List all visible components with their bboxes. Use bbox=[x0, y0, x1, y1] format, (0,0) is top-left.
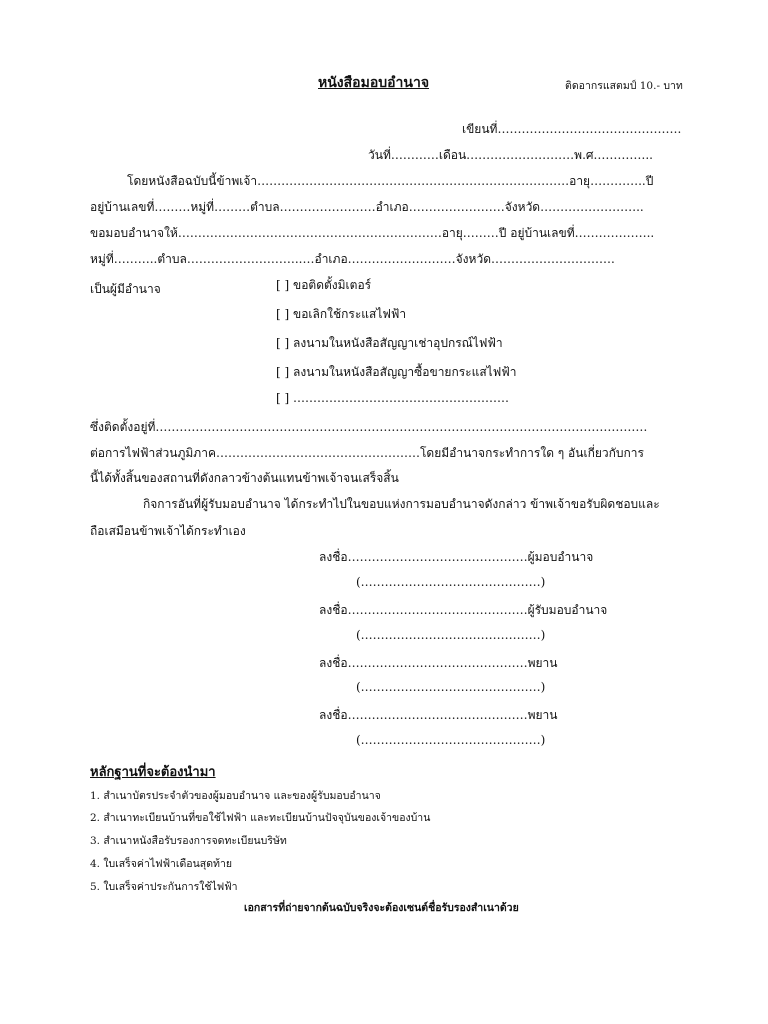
pea-office-line: ต่อการไฟฟ้าส่วนภูมิภาค……………………………………………โดยมีอำนาจกระทำการใด ๆ อันเกี่ยวกับการ bbox=[90, 446, 644, 460]
evidence-item: 2. สำเนาทะเบียนบ้านที่ขอใช้ไฟฟ้า และทะเบียนบ้านปัจจุบันของเจ้าของบ้าน bbox=[90, 812, 431, 824]
responsibility-line-continued: ถือเสมือนข้าพเจ้าได้กระทำเอง bbox=[90, 524, 246, 538]
signature-witness-2: ลงชื่อ………………………………………พยาน bbox=[319, 708, 558, 722]
signature-grantee-name: (………………………………………) bbox=[356, 628, 546, 642]
evidence-item: 1. สำเนาบัตรประจำตัวของผู้มอบอำนาจ และของผู้รับมอบอำนาจ bbox=[90, 790, 381, 802]
signature-grantor: ลงชื่อ………………………………………ผู้มอบอำนาจ bbox=[319, 550, 594, 564]
evidence-item: 4. ใบเสร็จค่าไฟฟ้าเดือนสุดท้าย bbox=[90, 858, 232, 870]
authority-label: เป็นผู้มีอำนาจ bbox=[90, 282, 161, 296]
grantor-address-line: อยู่บ้านเลขที่………หมู่ที่………ตำบล……………………อำเภอ……………………จังหวัด…………………….. bbox=[90, 200, 644, 214]
option-cancel-electricity: [ ] ขอเลิกใช้กระแสไฟฟ้า bbox=[276, 307, 407, 321]
signature-witness-2-name: (………………………………………) bbox=[356, 733, 546, 747]
option-sign-equipment-lease: [ ] ลงนามในหนังสือสัญญาเช่าอุปกรณ์ไฟฟ้า bbox=[276, 336, 503, 350]
evidence-item: 3. สำเนาหนังสือรับรองการจดทะเบียนบริษัท bbox=[90, 835, 287, 847]
responsibility-line: กิจการอันที่ผู้รับมอบอำนาจ ได้กระทำไปในขอบแห่งการมอบอำนาจดังกล่าว ข้าพเจ้าขอรับผิดชอบและ bbox=[143, 497, 660, 511]
option-other: [ ] ……………………………………………… bbox=[276, 391, 509, 405]
document-title: หนังสือมอบอำนาจ bbox=[318, 75, 430, 91]
date-line: วันที่…………เดือน………………………พ.ศ.………….. bbox=[368, 148, 653, 162]
grantor-name-line: โดยหนังสือฉบับนี้ข้าพเจ้า……………………………………………………………………อายุ…………..ปี bbox=[127, 174, 654, 188]
certified-copy-note: เอกสารที่ถ่ายจากต้นฉบับจริงจะต้องเซนต์ชื่อรับรองสำเนาด้วย bbox=[244, 902, 519, 914]
option-sign-power-purchase: [ ] ลงนามในหนังสือสัญญาซื้อขายกระแสไฟฟ้า bbox=[276, 365, 517, 379]
signature-witness-1-name: (………………………………………) bbox=[356, 680, 546, 694]
signature-grantor-name: (………………………………………) bbox=[356, 575, 546, 589]
install-location-line: ซึ่งติดตั้งอยู่ที่…………………………………………………………………………………………………………… bbox=[90, 420, 648, 434]
stamp-duty-note: ติดอากรแสตมป์ 10.- บาท bbox=[565, 80, 683, 92]
place-written-line: เขียนที่………………………………………. bbox=[462, 122, 682, 136]
signature-grantee: ลงชื่อ………………………………………ผู้รับมอบอำนาจ bbox=[319, 603, 608, 617]
evidence-item: 5. ใบเสร็จค่าประกันการใช้ไฟฟ้า bbox=[90, 881, 238, 893]
pea-office-line-continued: นี้ได้ทั้งสิ้นของสถานที่ดังกลาวข้างต้นแทนข้าพเจ้าจนเสร็จสิ้น bbox=[90, 471, 399, 485]
grantee-name-line: ขอมอบอำนาจให้…………………………………………………………อายุ………ปี อยู่บ้านเลขที่……………….. bbox=[90, 226, 655, 240]
signature-witness-1: ลงชื่อ………………………………………พยาน bbox=[319, 656, 558, 670]
grantee-address-line: หมู่ที่………..ตำบล………………………..…อำเภอ………………………จังหวัด…………………………. bbox=[90, 252, 615, 266]
evidence-heading: หลักฐานที่จะต้องนำมา bbox=[90, 765, 216, 780]
option-install-meter: [ ] ขอติดตั้งมิเตอร์ bbox=[276, 278, 372, 292]
